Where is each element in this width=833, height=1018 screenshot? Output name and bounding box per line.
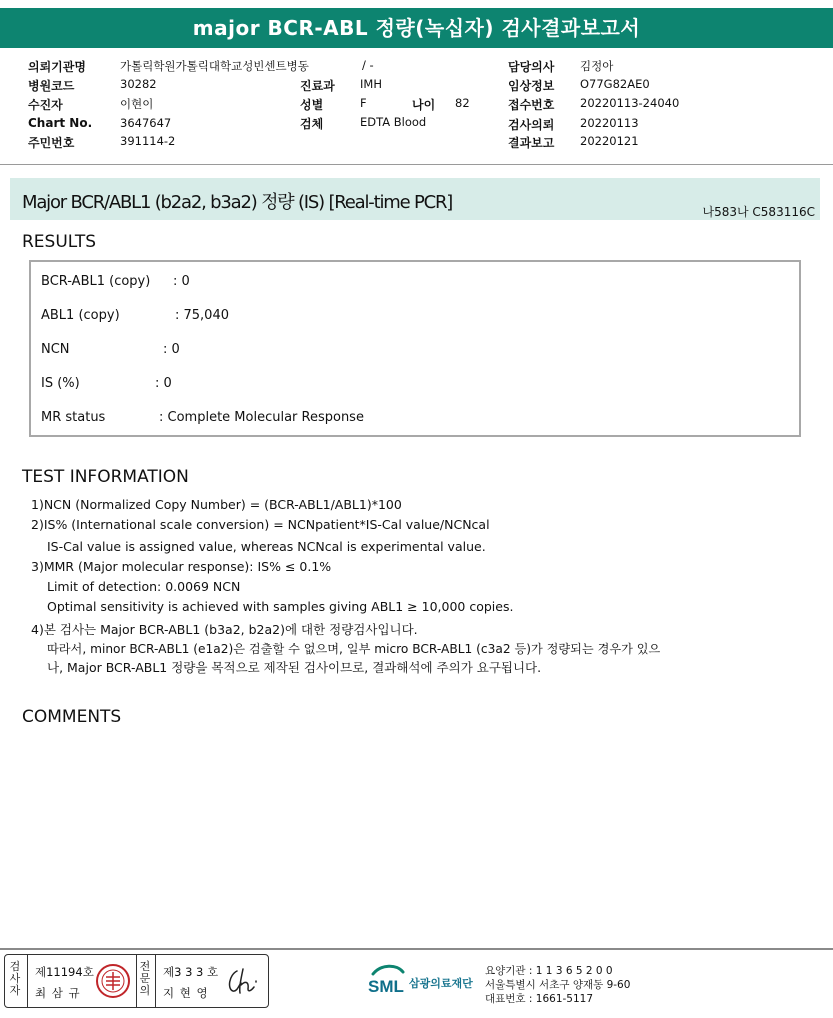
resident-value: 391114-2 — [120, 134, 176, 148]
resident-label: 주민번호 — [28, 136, 75, 150]
doctor-label: 담당의사 — [508, 60, 555, 74]
result-value: : Complete Molecular Response — [159, 410, 364, 425]
receipt-label: 접수번호 — [508, 98, 555, 112]
test-code: 나583나 C583116C — [702, 205, 815, 219]
info-line: 3)MMR (Major molecular response): IS% ≤ 0.1% — [31, 559, 332, 574]
test-info-heading: TEST INFORMATION — [22, 467, 189, 487]
specimen-value: EDTA Blood — [360, 115, 427, 129]
age-value: 82 — [455, 96, 470, 110]
report-date-value: 20220121 — [580, 134, 639, 148]
signature-box — [4, 954, 269, 1008]
result-row — [41, 308, 229, 323]
sig-divider — [136, 955, 137, 1007]
institution-value: 가톨릭학원가톨릭대학교성빈센트병동 — [120, 59, 309, 73]
results-box — [29, 260, 801, 437]
footer-divider — [0, 948, 833, 950]
specimen-label: 검체 — [300, 117, 324, 131]
clinical-value: O77G82AE0 — [580, 77, 650, 91]
info-line: 1)NCN (Normalized Copy Number) = (BCR-ABL1/ABL1)*100 — [31, 497, 402, 512]
info-line: 나, Major BCR-ABL1 정량을 목적으로 제작된 검사이므로, 결과해석에 주의가 요구됩니다. — [47, 660, 542, 675]
result-value: : 75,040 — [175, 308, 229, 323]
org-name: 삼광의료재단 — [409, 977, 473, 990]
result-label: NCN — [41, 342, 70, 357]
report-title: major BCR-ABL 정량(녹십자) 검사결과보고서 — [0, 8, 833, 48]
result-value: : 0 — [163, 342, 180, 357]
inspector-label: 검 사 자 — [9, 960, 21, 997]
confirm-label: 전 문 의 — [139, 960, 151, 997]
age-label: 나이 — [412, 98, 436, 112]
institution-label: 의뢰기관명 — [28, 60, 86, 74]
confirm-no: 제3 3 3 호 — [163, 965, 219, 979]
sig-divider — [155, 955, 156, 1007]
logo-text: SML — [368, 977, 404, 996]
chart-label: Chart No. — [28, 116, 93, 130]
result-label: MR status — [41, 410, 106, 425]
result-row — [41, 342, 180, 357]
doctor-value: 김정아 — [580, 59, 614, 73]
info-line: Limit of detection: 0.0069 NCN — [47, 579, 241, 594]
result-label: BCR-ABL1 (copy) — [41, 274, 151, 289]
header-divider — [0, 164, 833, 165]
info-line: IS-Cal value is assigned value, whereas NCNcal is experimental value. — [47, 539, 486, 554]
request-value: 20220113 — [580, 116, 639, 130]
care-code: 요양기관 : 1 1 3 6 5 2 0 0 — [485, 965, 613, 977]
chart-value: 3647647 — [120, 116, 172, 130]
seal-icon — [95, 963, 131, 999]
results-heading: RESULTS — [22, 232, 97, 252]
info-line: Optimal sensitivity is achieved with samples giving ABL1 ≥ 10,000 copies. — [47, 599, 514, 614]
result-row — [41, 376, 172, 391]
result-value: : 0 — [173, 274, 190, 289]
report-date-label: 결과보고 — [508, 136, 555, 150]
comments-heading: COMMENTS — [22, 707, 122, 727]
info-line: 2)IS% (International scale conversion) = NCNpatient*IS-Cal value/NCNcal — [31, 517, 490, 532]
sex-label: 성별 — [300, 98, 324, 112]
patient-value: 이현이 — [120, 97, 154, 111]
clinical-label: 임상정보 — [508, 79, 555, 93]
info-line: 따라서, minor BCR-ABL1 (e1a2)은 검출할 수 없으며, 일부 micro BCR-ABL1 (c3a2 등)가 정량되는 경우가 있으 — [47, 642, 661, 656]
dept-label: 진료과 — [300, 79, 335, 93]
sml-logo-icon — [367, 962, 409, 1000]
result-label: ABL1 (copy) — [41, 308, 120, 323]
confirm-name: 지 현 영 — [163, 986, 209, 1000]
hospital-code-value: 30282 — [120, 77, 157, 91]
inspector-no: 제11194호 — [35, 965, 94, 979]
hospital-code-label: 병원코드 — [28, 79, 75, 93]
inspector-name: 최 삼 규 — [35, 986, 81, 1000]
test-title: Major BCR/ABL1 (b2a2, b3a2) 정량 (IS) [Real-time PCR] — [22, 192, 453, 213]
result-row — [41, 274, 190, 289]
sig-divider — [27, 955, 28, 1007]
patient-label: 수진자 — [28, 98, 63, 112]
phone: 대표번호 : 1661-5117 — [485, 993, 594, 1005]
dept-value: IMH — [360, 77, 382, 91]
result-row — [41, 410, 364, 425]
info-line: 4)본 검사는 Major BCR-ABL1 (b3a2, b2a2)에 대한 정량검사입니다. — [31, 622, 418, 637]
address: 서울특별시 서초구 양재동 9-60 — [485, 979, 631, 991]
result-label: IS (%) — [41, 376, 80, 391]
request-label: 검사의뢰 — [508, 118, 555, 132]
result-value: : 0 — [155, 376, 172, 391]
receipt-value: 20220113-24040 — [580, 96, 680, 110]
signature-icon — [223, 965, 263, 999]
sex-value: F — [360, 96, 367, 110]
institution-extra: / - — [362, 58, 374, 72]
